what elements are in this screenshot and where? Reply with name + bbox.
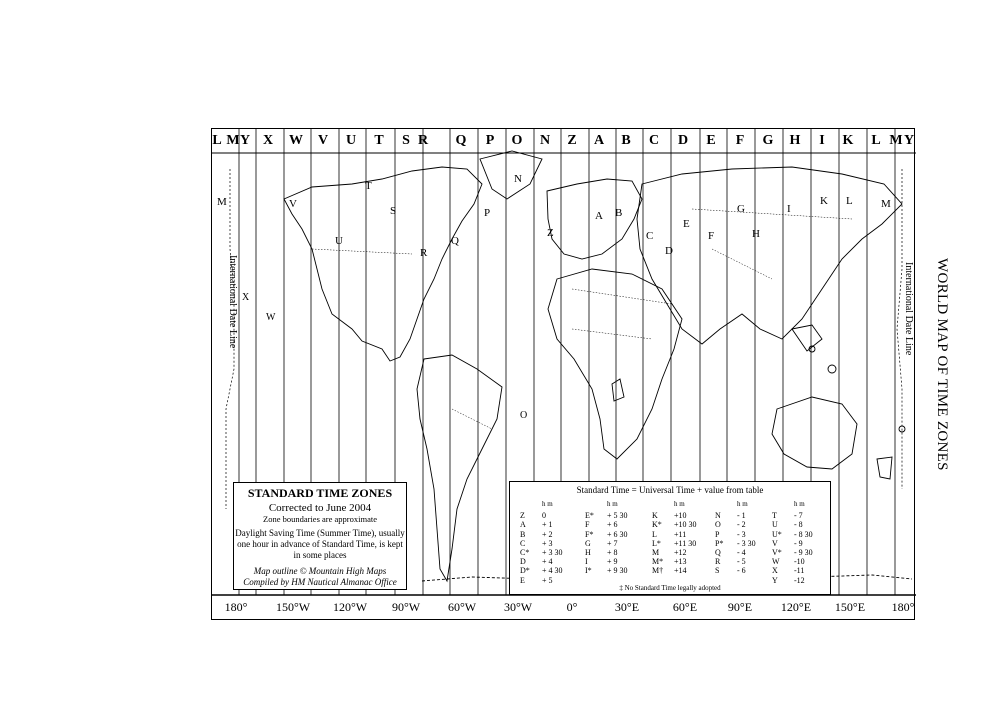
hm-header: h m — [607, 500, 618, 508]
zone-letter-a: A — [593, 133, 605, 148]
legend-outline-credit: Map outline © Mountain High Maps — [253, 566, 387, 576]
zone-code: H — [585, 548, 591, 558]
zone-offset: - 5 — [737, 557, 746, 567]
zone-letter-y: Y — [239, 133, 251, 148]
map-label-z: Z — [547, 227, 554, 239]
map-label-p: P — [484, 207, 491, 219]
zone-letter-e: E — [706, 133, 716, 148]
table-row — [585, 557, 641, 566]
longitude-label: 150°E — [834, 600, 866, 614]
zone-letter-s: S — [402, 133, 410, 148]
zone-code: S — [715, 566, 720, 576]
zone-code: O — [715, 520, 721, 530]
zone-letter-l: L — [212, 133, 222, 148]
zone-offset: -11 — [794, 566, 805, 576]
zone-code: Q — [715, 548, 721, 558]
zone-letter-n: N — [539, 133, 551, 148]
table-row — [520, 511, 576, 520]
zone-code: L* — [652, 538, 661, 548]
date-line-label-east: International Date Line — [903, 262, 914, 356]
map-label-h: H — [752, 228, 760, 240]
zone-offset: - 8 — [794, 520, 803, 530]
table-row — [585, 566, 641, 575]
zone-code: T — [772, 511, 777, 521]
table-row — [652, 548, 708, 557]
zone-letter-t: T — [374, 133, 384, 148]
table-row — [715, 539, 771, 548]
table-row — [772, 520, 828, 529]
longitude-label: 0° — [566, 600, 578, 614]
table-row — [715, 548, 771, 557]
zone-letter-u: U — [345, 133, 357, 148]
zone-offset: + 3 — [542, 538, 553, 548]
zone-letter-o: O — [511, 133, 523, 148]
zone-offset: +11 — [674, 529, 687, 539]
zone-offset: + 6 30 — [607, 529, 628, 539]
table-row — [652, 520, 708, 529]
zone-letter-d: D — [677, 133, 689, 148]
asia-outline — [637, 167, 902, 344]
zone-offset: - 6 — [737, 566, 746, 576]
table-row — [715, 520, 771, 529]
zone-letter-k: K — [842, 133, 854, 148]
zone-code: Z — [520, 511, 525, 521]
table-row — [772, 539, 828, 548]
map-label-s: S — [390, 205, 397, 217]
africa-outline — [548, 269, 682, 459]
table-row — [772, 557, 828, 566]
zone-letter-i: I — [819, 133, 825, 148]
map-label-o: O — [520, 410, 528, 421]
table-row — [772, 511, 828, 520]
time-offset-table — [509, 481, 831, 595]
map-label-q: Q — [451, 235, 459, 247]
longitude-label: 180° — [224, 600, 248, 614]
hm-header: h m — [674, 500, 685, 508]
zone-letter-x: X — [262, 133, 274, 148]
map-label-f: F — [708, 230, 715, 242]
table-column — [652, 500, 708, 576]
date-line-label-west: International Date Line — [227, 255, 238, 349]
legend-heading: STANDARD TIME ZONES — [247, 486, 393, 500]
zone-letter-v: V — [317, 133, 329, 148]
zone-code: F — [585, 520, 590, 530]
zone-code: I — [585, 557, 588, 567]
table-row — [520, 520, 576, 529]
map-label-m2: M — [881, 198, 891, 210]
zone-code: U — [772, 520, 778, 530]
zone-offset: + 1 — [542, 520, 553, 530]
table-row — [520, 557, 576, 566]
longitude-label: 150°W — [275, 600, 311, 614]
map-title: WORLD MAP OF TIME ZONES — [934, 258, 950, 471]
zone-code: L — [652, 529, 657, 539]
table-column — [585, 500, 641, 576]
table-column — [520, 500, 576, 585]
zone-letter-c: C — [648, 133, 660, 148]
table-row — [585, 530, 641, 539]
table-row — [715, 530, 771, 539]
north-america-outline — [284, 167, 482, 361]
zone-letter-p: P — [485, 133, 495, 148]
table-row — [520, 548, 576, 557]
table-row — [772, 548, 828, 557]
table-row — [652, 566, 708, 575]
zone-code: G — [585, 538, 591, 548]
longitude-label: 120°W — [332, 600, 368, 614]
legend-corrected: Corrected to June 2004 — [268, 502, 372, 514]
map-label-c: C — [646, 230, 654, 242]
map-label-w: W — [266, 312, 276, 323]
zone-code: N — [715, 511, 721, 521]
zone-code: D — [520, 557, 526, 567]
zone-letter-z: Z — [567, 133, 577, 148]
zone-code: Y — [772, 575, 778, 585]
zone-offset: + 5 — [542, 575, 553, 585]
longitude-label: 60°W — [447, 600, 477, 614]
zone-code: E* — [585, 511, 594, 521]
zone-offset: - 8 30 — [794, 529, 813, 539]
zone-code: M† — [652, 566, 664, 576]
zone-letter-w: W — [289, 133, 303, 148]
south-america-outline — [417, 355, 502, 581]
zone-letter-q: Q — [455, 133, 467, 148]
table-row — [652, 539, 708, 548]
zone-offset: + 9 30 — [607, 566, 628, 576]
zone-offset: +10 — [674, 511, 687, 521]
longitude-label: 90°E — [727, 600, 753, 614]
zone-offset: - 9 30 — [794, 548, 813, 558]
table-row — [652, 530, 708, 539]
legend-approx-note: Zone boundaries are approximate — [263, 514, 377, 524]
zone-offset: 0 — [542, 511, 546, 521]
zone-code: B — [520, 529, 526, 539]
zone-offset: +13 — [674, 557, 687, 567]
zone-letter-f: F — [735, 133, 745, 148]
zone-offset: -10 — [794, 557, 805, 567]
zone-offset: - 3 30 — [737, 538, 756, 548]
map-label-u: U — [335, 235, 343, 247]
zone-code: F* — [585, 529, 594, 539]
table-column — [772, 500, 828, 585]
zone-offset: -12 — [794, 575, 805, 585]
zone-offset: +11 30 — [674, 538, 697, 548]
zone-letter-r: R — [417, 133, 429, 148]
zone-letter-g: G — [762, 133, 774, 148]
zone-offset: +14 — [674, 566, 687, 576]
zone-code: W — [772, 557, 780, 567]
table-row — [520, 539, 576, 548]
table-row — [585, 520, 641, 529]
zone-code: I* — [585, 566, 592, 576]
longitude-label: 180° — [891, 600, 915, 614]
map-label-k: K — [820, 195, 828, 207]
zone-code: A — [520, 520, 526, 530]
map-label-d: D — [665, 245, 673, 257]
zone-offset: + 7 — [607, 538, 618, 548]
zone-offset: + 2 — [542, 529, 553, 539]
australia-outline — [772, 397, 857, 469]
zone-code: V — [772, 538, 778, 548]
map-label-a: A — [595, 210, 603, 222]
table-row — [715, 557, 771, 566]
zone-offset: - 1 — [737, 511, 746, 521]
map-label-g: G — [737, 203, 745, 215]
zone-code: P* — [715, 538, 724, 548]
table-row — [652, 511, 708, 520]
zone-code: M — [652, 548, 660, 558]
zone-offset: + 8 — [607, 548, 618, 558]
standard-time-zones-legend — [233, 482, 407, 590]
zone-offset: - 4 — [737, 548, 746, 558]
zone-code: M* — [652, 557, 664, 567]
longitude-label: 30°E — [614, 600, 640, 614]
longitude-label: 120°E — [780, 600, 812, 614]
longitude-label: 90°W — [391, 600, 421, 614]
longitude-label: 60°E — [672, 600, 698, 614]
zone-code: K* — [652, 520, 662, 530]
map-label-i: I — [787, 203, 791, 215]
map-label-b: B — [615, 207, 623, 219]
zone-code: U* — [772, 529, 782, 539]
zone-offset: + 5 30 — [607, 511, 628, 521]
zone-offset: - 7 — [794, 511, 803, 521]
zone-code: X — [772, 566, 778, 576]
hm-header: h m — [794, 500, 805, 508]
zone-code: V* — [772, 548, 782, 558]
table-column — [715, 500, 771, 576]
longitude-label: 30°W — [503, 600, 533, 614]
hm-header: h m — [542, 500, 553, 508]
zone-letter-l: L — [871, 133, 881, 148]
table-row — [585, 539, 641, 548]
date-line-east — [897, 169, 902, 489]
table-row — [585, 548, 641, 557]
zone-code: E — [520, 575, 525, 585]
map-label-v: V — [289, 198, 297, 210]
table-row — [772, 530, 828, 539]
map-label-e: E — [683, 218, 690, 230]
zone-letter-h: H — [789, 133, 801, 148]
zone-letter-b: B — [621, 133, 631, 148]
table-row — [652, 557, 708, 566]
map-label-n: N — [514, 173, 522, 185]
zone-offset: - 2 — [737, 520, 746, 530]
zone-code: D* — [520, 566, 530, 576]
table-row — [772, 566, 828, 575]
zone-offset: + 6 — [607, 520, 618, 530]
map-label-l: L — [846, 195, 853, 207]
zone-offset: + 9 — [607, 557, 618, 567]
zone-offset: - 9 — [794, 538, 803, 548]
table-row — [585, 511, 641, 520]
zone-code: C* — [520, 548, 530, 558]
zone-offset: + 3 30 — [542, 548, 563, 558]
table-row — [715, 511, 771, 520]
map-label-x: X — [242, 292, 250, 303]
map-label-r: R — [420, 247, 428, 259]
hm-header: h m — [737, 500, 748, 508]
legend-compiled-credit: Compiled by HM Nautical Almanac Office — [243, 577, 397, 587]
zone-code: K — [652, 511, 658, 521]
zone-code: P — [715, 529, 720, 539]
greenland-outline — [480, 151, 542, 199]
zone-code: C — [520, 538, 526, 548]
table-footnote: ‡ No Standard Time legally adopted — [619, 584, 721, 592]
table-title: Standard Time = Universal Time + value from table — [576, 485, 764, 495]
zone-offset: +12 — [674, 548, 687, 558]
map-label-m1: M — [217, 196, 227, 208]
country-borders — [312, 209, 852, 429]
zone-offset: +10 30 — [674, 520, 697, 530]
zone-letter-y: Y — [903, 133, 915, 148]
map-label-t: T — [365, 180, 372, 192]
zone-offset: - 3 — [737, 529, 746, 539]
table-row — [715, 566, 771, 575]
zone-code: R — [715, 557, 721, 567]
zone-letter-m: M — [889, 133, 903, 148]
legend-dst-note: Daylight Saving Time (Summer Time), usually one hour in advance of Standard Time, is kept in some places — [235, 528, 405, 560]
zone-offset: + 4 — [542, 557, 553, 567]
zone-offset: + 4 30 — [542, 566, 563, 576]
table-row — [520, 530, 576, 539]
table-row — [520, 566, 576, 575]
zone-letter-m: M — [226, 133, 240, 148]
